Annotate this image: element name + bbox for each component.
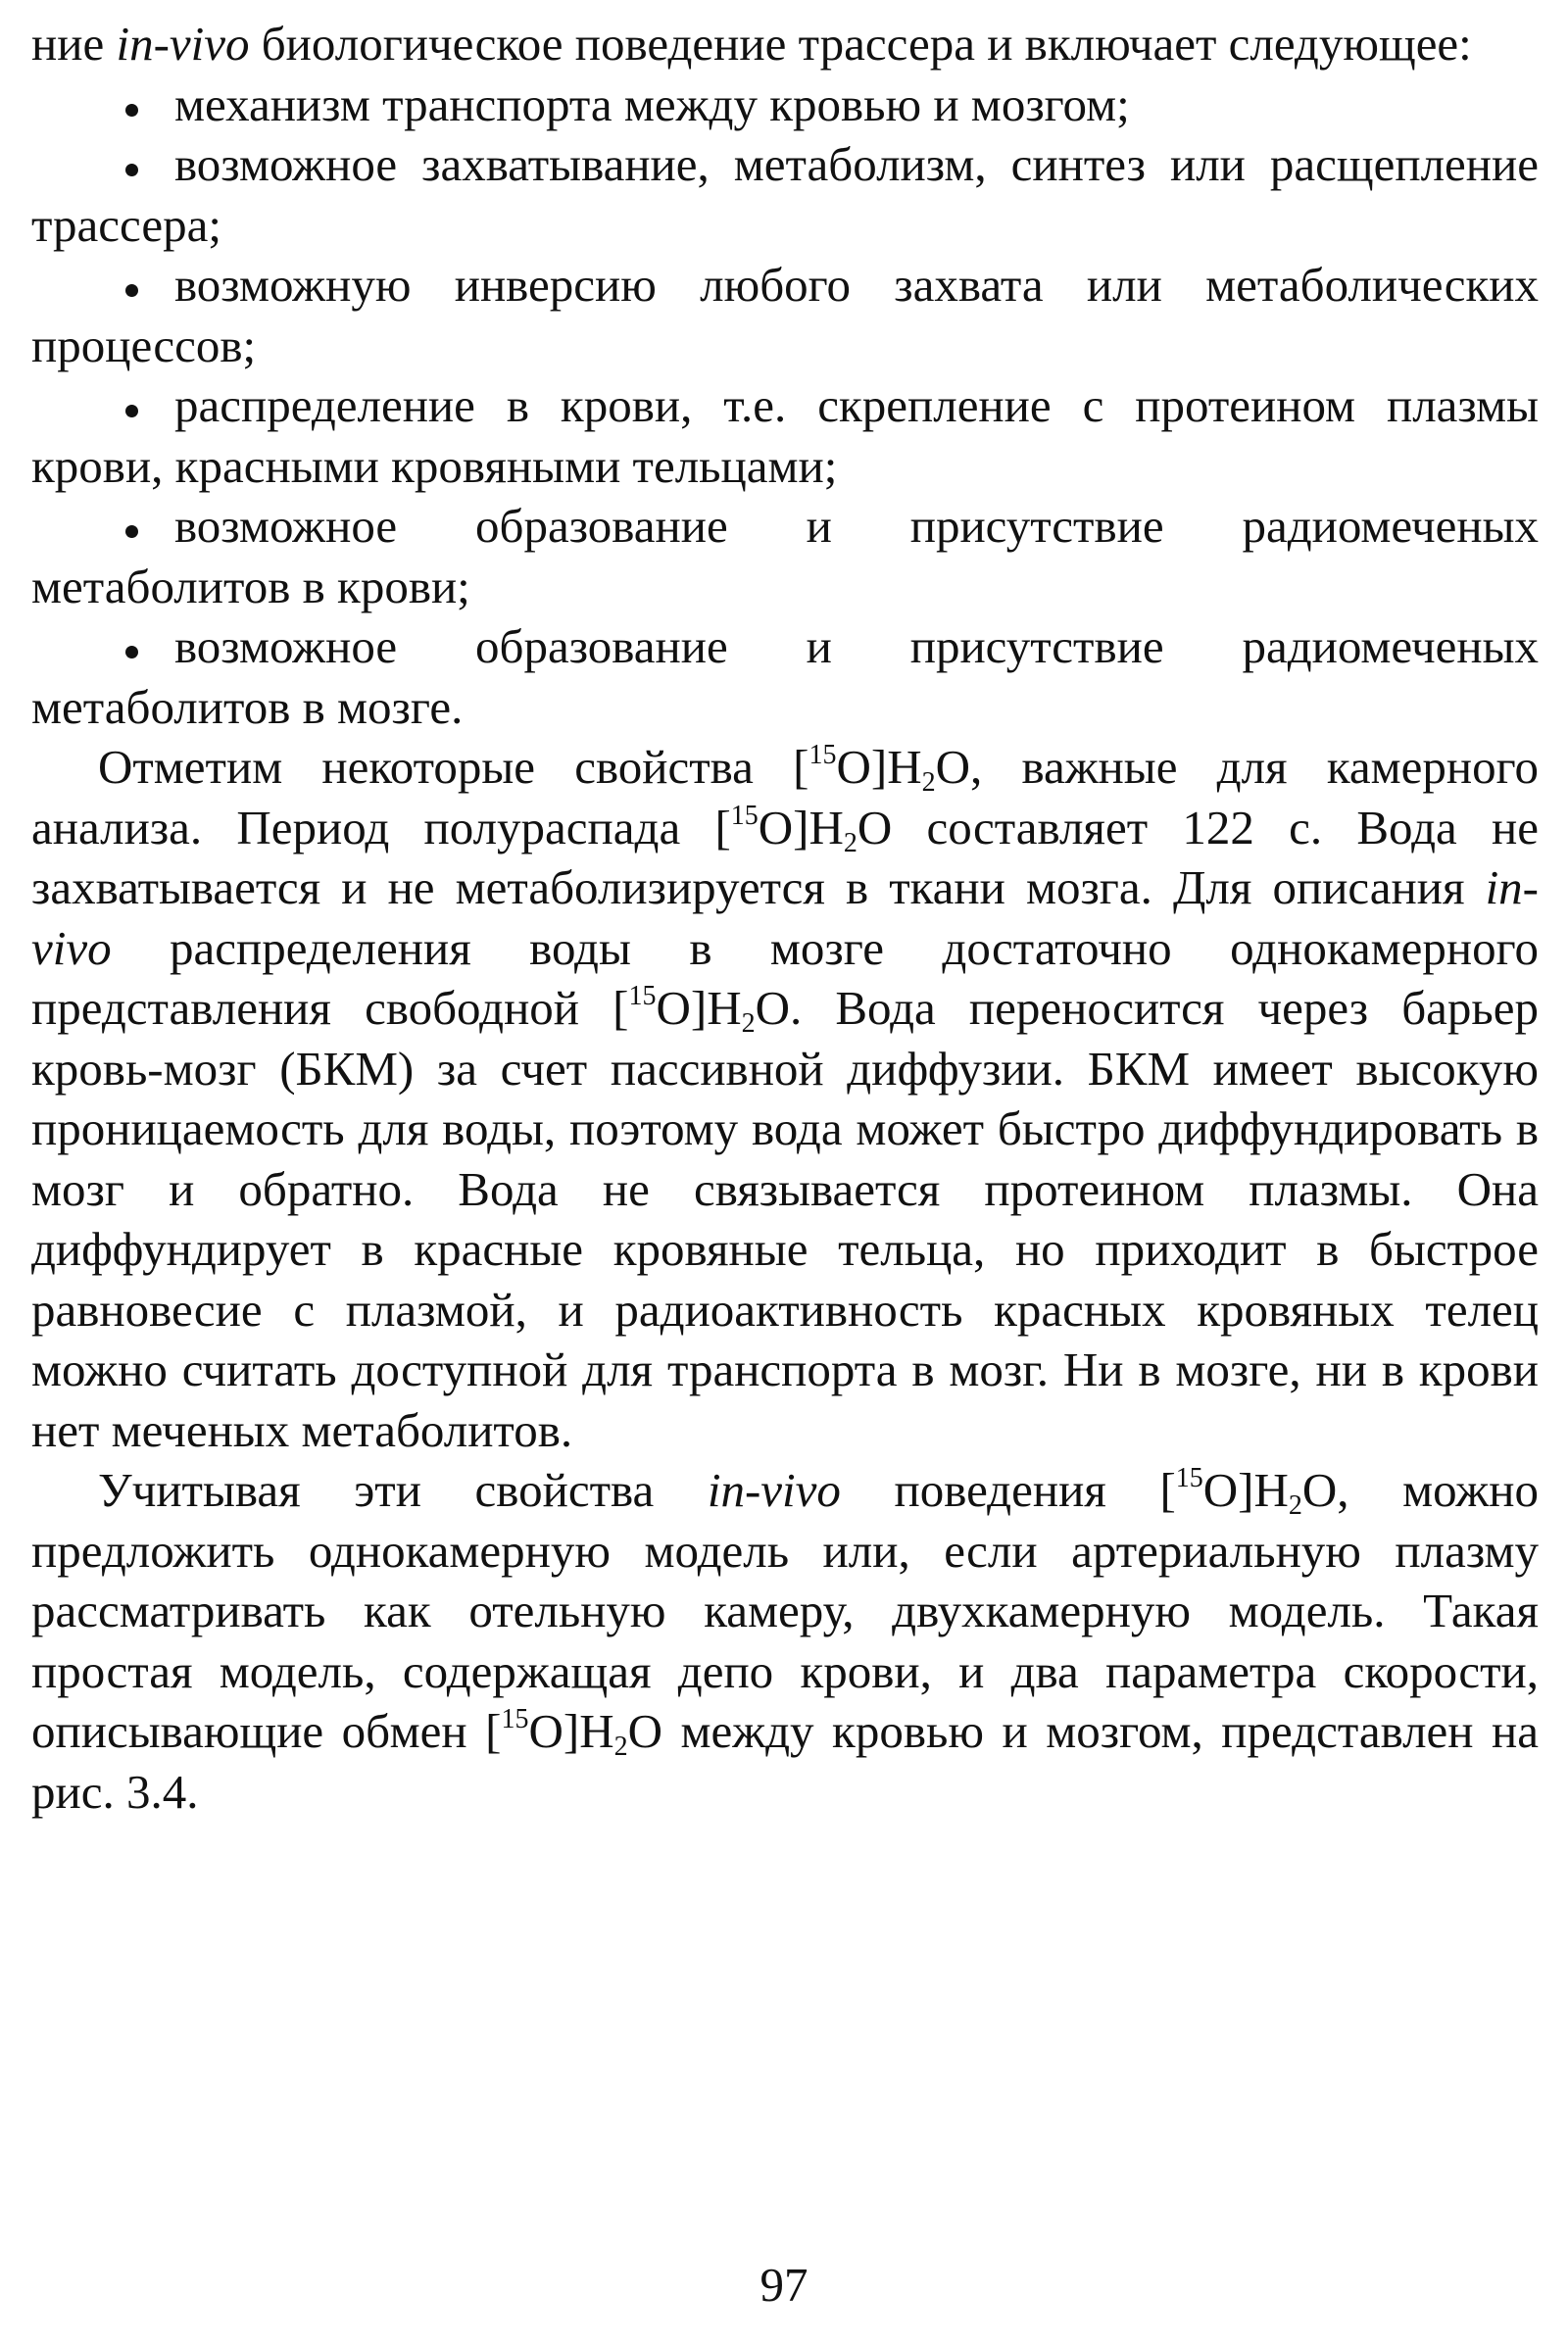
paragraph-text: , важные для камерного анализа. Период полураспада (31, 740, 1539, 854)
list-item-text: распределение в крови, т.е. скрепление с протеином плазмы крови, красными кровяными тельцами; (31, 378, 1539, 493)
tracer-formula: $[^{15}O]H_2O$ (612, 981, 790, 1039)
list-item-text: возможное захватывание, метаболизм, синтез или расщепление трассера; (31, 137, 1539, 252)
in-vivo-term: in-vivo (116, 17, 250, 71)
intro-text-start: ние (31, 17, 117, 71)
bullet-list (31, 74, 1539, 738)
paragraph-model (31, 1460, 1539, 1822)
paragraph-text: составляет 122 с. Вода не захватывается и не метаболизируется в ткани мозга. Для описания (31, 800, 1539, 914)
paragraph-text: Учитывая эти свойства (98, 1463, 708, 1517)
paragraph-text: , можно предложить однокамерную модель или, если артериальную плазму рассматривать как отельную камеру, двухкамерную модель. Такая простая модель, содержащая депо крови, и два параметра скорости, описывающие обмен (31, 1463, 1539, 1758)
tracer-formula: $[^{15}O]H_2O$ (485, 1704, 662, 1762)
tracer-formula: $[^{15}O]H_2O$ (1159, 1463, 1338, 1521)
list-item (31, 496, 1539, 616)
paragraph-text: между кровью и мозгом, представлен на рис. 3.4. (31, 1704, 1539, 1819)
list-item (31, 255, 1539, 375)
list-item (31, 74, 1539, 135)
list-item (31, 134, 1539, 255)
paragraph-text: Отметим некоторые свойства (98, 740, 794, 794)
list-item-text: механизм транспорта между кровью и мозгом; (174, 76, 1130, 131)
tracer-formula: $[^{15}O]H_2O$ (714, 800, 893, 858)
list-item (31, 375, 1539, 496)
list-item-text: возможную инверсию любого захвата или метаболических процессов; (31, 258, 1539, 372)
list-item (31, 616, 1539, 737)
paragraph-text: поведения (840, 1463, 1160, 1517)
tracer-formula: $[^{15}O]H_2O$ (793, 740, 970, 798)
list-item-text: возможное образование и присутствие радиомеченых метаболитов в мозге. (31, 619, 1539, 734)
paragraph-text: . Вода переносится через барьер кровь-мозг (БКМ) за счет пассивной диффузии. БКМ имеет высокую проницаемость для воды, поэтому вода может быстро диффундировать в мозг и обратно. Вода не связывается протеином плазмы. Она диффундирует в красные кровяные тельца, но приходит в быстрое равновесие с плазмой, и радиоактивность красных кровяных телец можно считать доступной для транспорта в мозг. Ни в мозге, ни в крови нет меченых метаболитов. (31, 981, 1539, 1457)
intro-paragraph (31, 14, 1539, 74)
in-vivo-term: in-vivo (707, 1463, 841, 1517)
page-number: 97 (760, 2258, 808, 2312)
paragraph-text: распределения воды в мозге достаточно однокамерного представления свободной (31, 920, 1539, 1035)
list-item-text: возможное образование и присутствие радиомеченых метаболитов в крови; (31, 499, 1539, 613)
paragraph-water-properties (31, 737, 1539, 1460)
in-vivo-term: in-vivo (31, 860, 1539, 975)
intro-text-end: биологическое поведение трассера и включает следующее: (249, 17, 1472, 71)
document-page (31, 14, 1539, 1822)
